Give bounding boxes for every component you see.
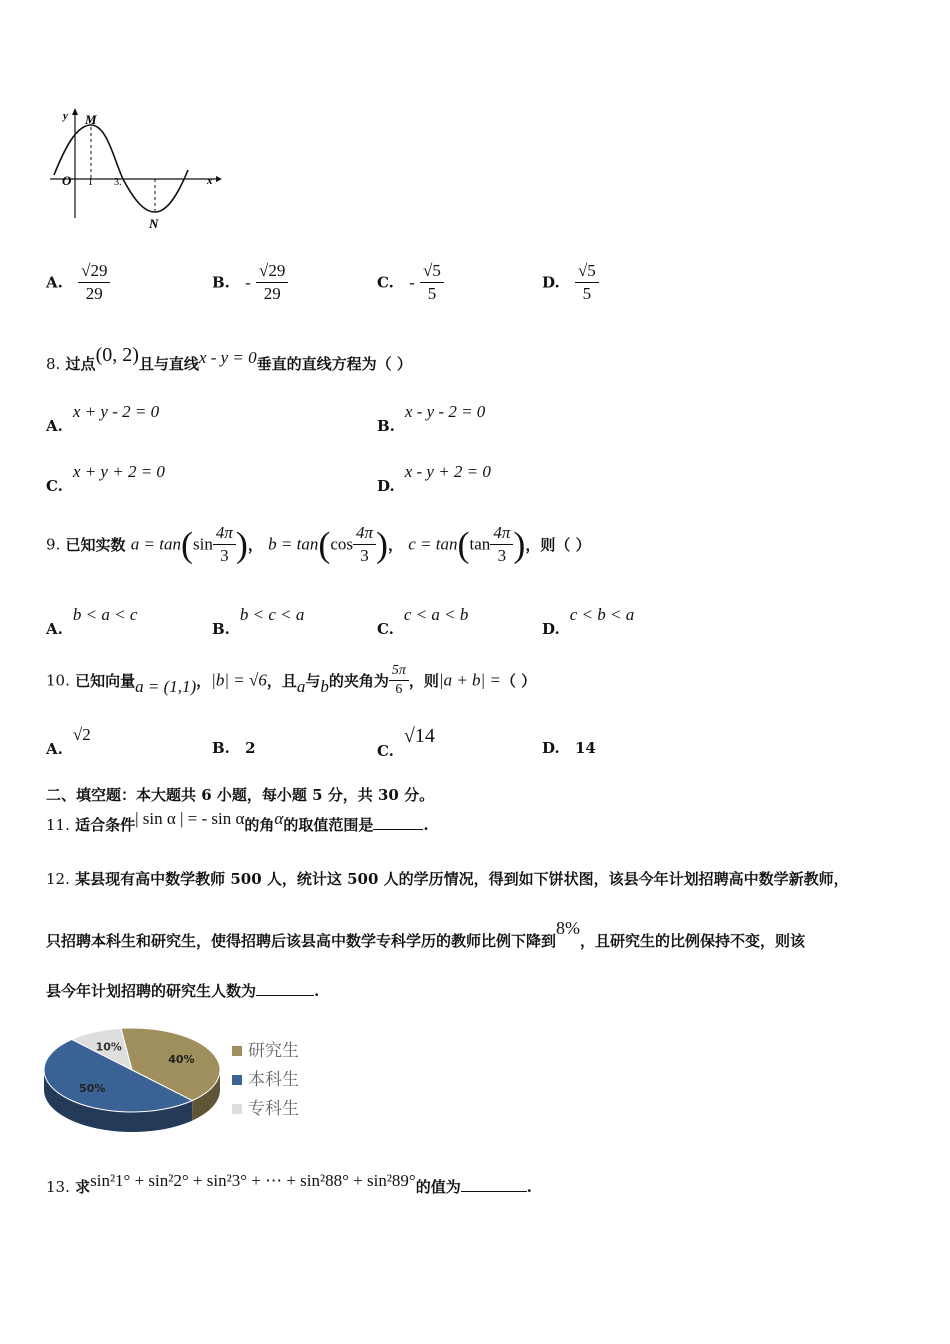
q10-option-d[interactable]: D. 14 <box>542 739 596 757</box>
q12-answer-blank[interactable] <box>256 981 314 996</box>
origin-label: O <box>62 173 72 188</box>
pie-chart <box>40 1022 240 1142</box>
q13-stem: 13. 求sin²1° + sin²2° + sin²3° + ⋯ + sin²88° + sin²89°的值为 . <box>46 1171 532 1196</box>
q11-stem: 11. 适合条件| sin α | = - sin α的角α的取值范围是 . <box>46 809 429 834</box>
q7-option-a[interactable]: A. $\frac{√29}{29}$ <box>46 260 110 305</box>
point-M-label: M <box>85 112 97 127</box>
q7-option-b[interactable]: B. - $\frac{√29}{29}$ <box>212 260 288 305</box>
pie-label-0: 40% <box>168 1052 195 1066</box>
q7-option-d[interactable]: D. $\frac{√5}{5}$ <box>542 260 599 305</box>
legend-label-0: 研究生 <box>248 1041 299 1061</box>
tick-label-1: 1 <box>88 177 93 188</box>
q8-option-c[interactable]: C.x + y + 2 = 0 <box>46 462 165 495</box>
x-label: x <box>207 175 213 187</box>
sine-graph <box>44 100 224 232</box>
q7-option-a-value: $\frac{√29}{29}$ <box>78 260 110 305</box>
q9-option-d[interactable]: D.c < b < a <box>542 605 635 638</box>
tick-label-3: 3. <box>114 177 122 188</box>
q12-line-1: 12. 某县现有高中数学教师 500 人，统计这 500 人的学历情况，得到如下饼状图，该县今年计划招聘高中数学新教师， <box>46 870 849 888</box>
q7-option-d-value: $\frac{√5}{5}$ <box>575 260 599 305</box>
q8-option-a[interactable]: A.x + y - 2 = 0 <box>46 402 160 435</box>
q10-stem: 10. 已知向量a = (1,1)，|b| = √6，且a与b的夹角为 $\frac{5\pi}{6}$ ，则|a + b| =（ ） <box>46 663 537 697</box>
q9-option-c[interactable]: C.c < a < b <box>377 605 469 638</box>
q10-option-c[interactable]: C.√14 <box>377 725 435 760</box>
section-title: 二、填空题：本大题共 6 小题，每小题 5 分，共 30 分。 <box>46 786 435 804</box>
q7-option-b-value: $\frac{√29}{29}$ <box>256 260 288 305</box>
q8-option-b[interactable]: B.x - y - 2 = 0 <box>377 402 486 435</box>
q8-option-d[interactable]: D.x - y + 2 = 0 <box>377 462 491 495</box>
q11-answer-blank[interactable] <box>373 815 423 830</box>
q7-option-c-value: $\frac{√5}{5}$ <box>420 260 444 305</box>
legend-swatch-1 <box>232 1075 242 1085</box>
pie-legend <box>232 1040 332 1130</box>
q10-option-a[interactable]: A.√2 <box>46 725 91 758</box>
q9-option-a[interactable]: A.b < a < c <box>46 605 138 638</box>
q13-answer-blank[interactable] <box>461 1177 527 1192</box>
pie-label-1: 50% <box>79 1081 106 1095</box>
y-axis-arrow-icon <box>72 108 78 115</box>
legend-label-2: 专科生 <box>248 1099 299 1119</box>
q8-stem: 8. 过点(0, 2)且与直线x - y = 0垂直的直线方程为（ ） <box>46 344 412 373</box>
q12-line-3: 县今年计划招聘的研究生人数为 . <box>46 982 320 1000</box>
y-label: y <box>63 110 68 122</box>
point-N-label: N <box>149 216 159 231</box>
q10-option-b[interactable]: B. 2 <box>212 739 256 757</box>
q9-option-b[interactable]: B.b < c < a <box>212 605 305 638</box>
sine-curve <box>54 125 188 212</box>
q7-option-c[interactable]: C. - $\frac{√5}{5}$ <box>377 260 444 305</box>
legend-swatch-0 <box>232 1046 242 1056</box>
q9-stem: 9. 已知实数 a = tan(sin $\frac{4\pi}{3}$ )， b = tan(cos $\frac{4\pi}{3}$ )， c = tan(tan $\frac{4\pi}{3}$ )，则（ ） <box>46 523 591 565</box>
x-axis-arrow-icon <box>216 176 222 182</box>
q12-line-2: 只招聘本科生和研究生，使得招聘后该县高中数学专科学历的教师比例下降到8%，且研究生的比例保持不变，则该 <box>46 918 806 950</box>
legend-label-1: 本科生 <box>248 1070 299 1090</box>
pie-label-2: 10% <box>95 1040 122 1054</box>
legend-swatch-2 <box>232 1104 242 1114</box>
